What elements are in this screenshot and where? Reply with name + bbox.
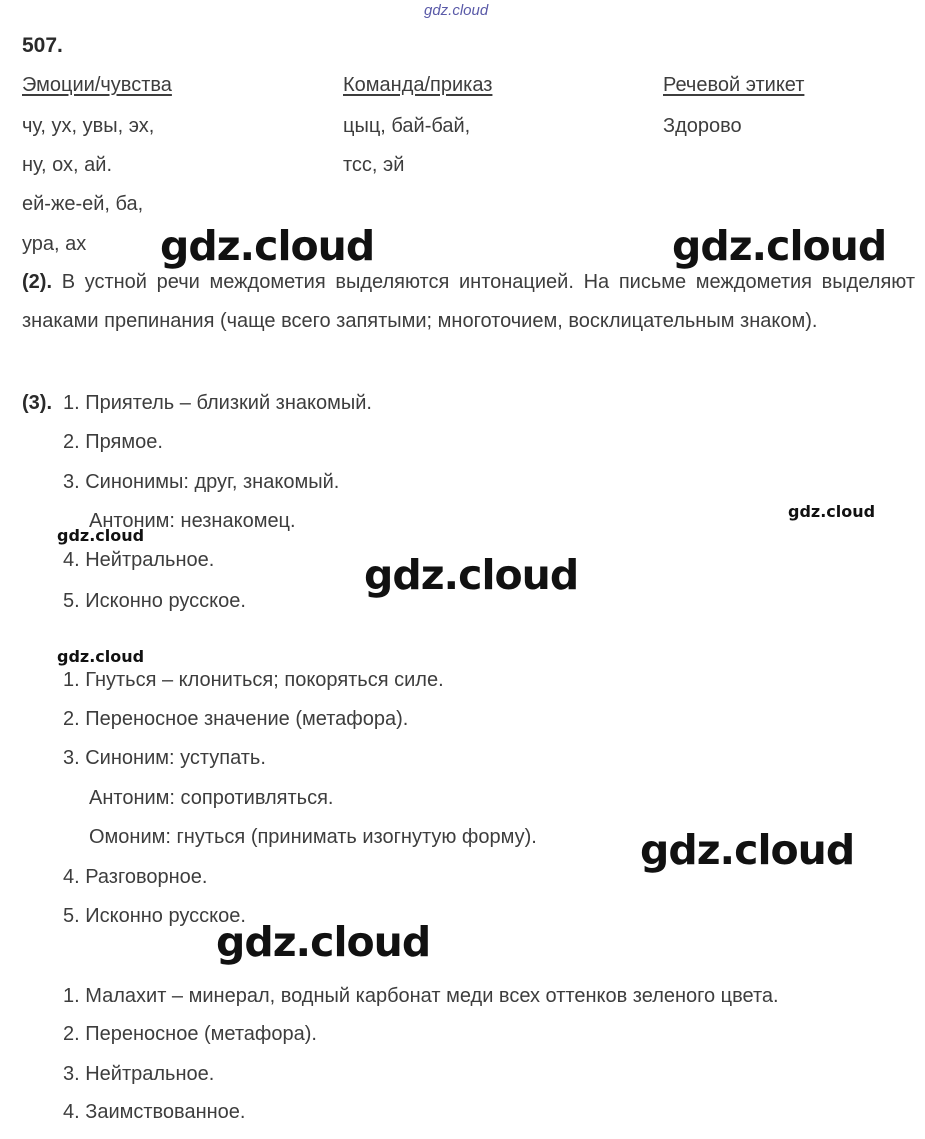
part2-text: В устной речи междометия выделяются интонацией. На письме междометия выделяют знаками препинания (чаще всего запятыми; многоточием, восклицательным знаком). [22, 271, 915, 332]
block2-item-1: 1. Гнуться – клониться; покоряться силе. [63, 669, 444, 691]
block2-item-5: 5. Исконно русское. [63, 905, 246, 927]
commands-line-2: тсс, эй [343, 154, 405, 176]
block2-item-4: 4. Разговорное. [63, 866, 208, 888]
watermark: gdz.cloud [640, 826, 855, 874]
block1-item-2: 2. Прямое. [63, 431, 163, 453]
block2-item-3b: Антоним: сопротивляться. [89, 787, 334, 809]
header-etiquette: Речевой этикет [663, 74, 805, 96]
block2-item-2: 2. Переносное значение (метафора). [63, 708, 409, 730]
block3-item-3: 3. Нейтральное. [63, 1063, 215, 1085]
block2-item-3c: Омоним: гнуться (принимать изогнутую форму). [89, 826, 537, 848]
watermark: gdz.cloud [160, 222, 375, 270]
emotions-line-1: чу, ух, увы, эх, [22, 115, 155, 137]
emotions-line-2: ну, ох, ай. [22, 154, 113, 176]
watermark: gdz.cloud [672, 222, 887, 270]
etiquette-line-1: Здорово [663, 115, 742, 137]
block2-item-3: 3. Синоним: уступать. [63, 747, 266, 769]
watermark: gdz.cloud [216, 918, 431, 966]
block1-item-4: 4. Нейтральное. [63, 549, 215, 571]
block1-item-5: 5. Исконно русское. [63, 590, 246, 612]
header-commands: Команда/приказ [343, 74, 493, 96]
watermark: gdz.cloud [788, 502, 876, 521]
part2-paragraph [22, 263, 915, 341]
watermark: gdz.cloud [57, 526, 145, 545]
block1-item-3b: Антоним: незнакомец. [89, 510, 296, 532]
block1-item-1: 1. Приятель – близкий знакомый. [63, 392, 372, 414]
part2-marker: (2). [22, 271, 52, 293]
watermark: gdz.cloud [364, 551, 579, 599]
commands-line-1: цыц, бай-бай, [343, 115, 471, 137]
emotions-line-4: ура, ах [22, 233, 87, 255]
block3-item-2: 2. Переносное (метафора). [63, 1023, 317, 1045]
part3-marker: (3). [22, 392, 52, 414]
watermark-top: gdz.cloud [424, 2, 489, 19]
block3-item-4: 4. Заимствованное. [63, 1101, 246, 1123]
block1-item-3: 3. Синонимы: друг, знакомый. [63, 471, 340, 493]
header-emotions: Эмоции/чувства [22, 74, 172, 96]
watermark: gdz.cloud [57, 647, 145, 666]
emotions-line-3: ей-же-ей, ба, [22, 193, 144, 215]
block3-item-1: 1. Малахит – минерал, водный карбонат меди всех оттенков зеленого цвета. [63, 985, 779, 1007]
task-number: 507. [22, 34, 63, 57]
